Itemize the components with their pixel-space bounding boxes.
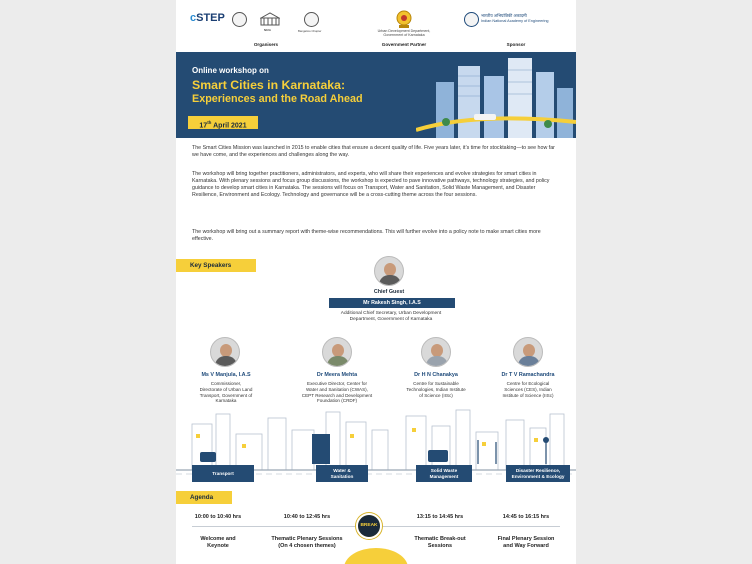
chief-guest-role-line1: Additional Chief Secretary, Urban Development [340, 311, 442, 316]
agenda-time: 13:15 to 14:45 hrs [416, 514, 464, 520]
banner-title-line1: Smart Cities in Karnataka: [192, 78, 346, 92]
organisers-label: Organisers [253, 42, 279, 47]
speaker-photo [210, 337, 240, 367]
bangalore-chapter-label: Bangalore Chapter [298, 29, 322, 33]
niua-label: NIUA [264, 28, 271, 32]
udd-line2: Government of Karnataka [383, 33, 425, 37]
speaker-photo [322, 337, 352, 367]
intro-paragraph-2: The workshop will bring together practitioners, administrators, and experts, who will share their experiences and evolve strategies for smart cities in Karnataka. With plenary sessions and focus group discussions, the workshop is expected to pave innovative pathways, technology strategies, and policy guidance to develop smart cities in Karnataka. The sessions will focus on Transport, Water and Sanitation, Solid Waste Management, and Disaster Resilience, Environment and Ecology. Technology and governance will be a cross-cutting theme across the four sessions. [192, 171, 550, 198]
karnataka-emblem-icon [395, 9, 413, 29]
smart-city-illustration [416, 52, 576, 138]
speaker-photo [421, 337, 451, 367]
break-marker: BREAK [356, 513, 382, 539]
speaker-role: Centre for Sustainable Technologies, Indian Institute of Science (IISc) [406, 381, 466, 398]
agenda-time: 14:45 to 16:15 hrs [502, 514, 550, 520]
key-speakers-heading: Key Speakers [176, 259, 256, 272]
chief-guest-name: Mr Rakesh Singh, I.A.S [329, 298, 455, 308]
speaker-name: Dr H N Chanakya [414, 372, 458, 378]
bottom-accent-arc [344, 548, 408, 564]
banner-intro: Online workshop on [192, 66, 269, 75]
speaker-role: Executive Director, Center for Water and Sanitation (CWAS), CEPT Research and Development Foundation (CRDF) [301, 381, 373, 404]
agenda-session: Thematic Plenary Sessions (On 4 chosen themes) [271, 536, 343, 549]
agenda-heading: Agenda [176, 491, 232, 504]
speaker-photo [513, 337, 543, 367]
chapter-seal-icon [304, 12, 319, 27]
agenda-time: 10:00 to 10:40 hrs [194, 514, 242, 520]
agenda-session: Final Plenary Session and Way Forward [497, 536, 555, 549]
speaker-name: Dr Meera Mehta [316, 372, 358, 378]
chief-guest-photo [374, 256, 404, 286]
agenda-session: Thematic Break-out Sessions [414, 536, 466, 549]
sponsor-label: Sponsor [506, 42, 526, 47]
event-date: 17th April 2021 [188, 116, 258, 129]
iisc-seal-icon [232, 12, 247, 27]
header-banner [176, 52, 576, 138]
theme-transport: Transport [192, 465, 254, 482]
logo-strip [176, 0, 576, 52]
inae-seal-icon [464, 12, 479, 27]
speaker-name: Ms V Manjula, I.A.S [201, 372, 251, 378]
inae-english-name: Indian National Academy of Engineering [481, 19, 549, 23]
government-partner-label: Government Partner [381, 42, 427, 47]
agenda-time: 10:40 to 12:45 hrs [283, 514, 331, 520]
inae-hindi-name: भारतीय अभियांत्रिकी अकादमी [481, 13, 527, 18]
theme-solid-waste: Solid Waste Management [416, 465, 472, 482]
speaker-name: Dr T V Ramachandra [501, 372, 555, 378]
speaker-role: Commissioner, Directorate of Urban Land Transport, Government of Karnataka [199, 381, 253, 404]
intro-paragraph-3: The workshop will bring out a summary report with theme-wise recommendations. This will further evolve into a policy note to make smart cities more effective. [192, 229, 541, 242]
speaker-role: Centre for Ecological Sciences (CES), Indian Institute of Science (IISc) [502, 381, 554, 398]
cstep-logo: cSTEP [190, 12, 225, 24]
chief-guest-label: Chief Guest [373, 289, 405, 295]
chief-guest-role-line2: Department, Government of Karnataka [349, 317, 433, 322]
niua-building-icon [260, 12, 280, 26]
poster-page [176, 0, 576, 564]
theme-disaster-resilience: Disaster Resilience, Environment & Ecology [506, 465, 570, 482]
intro-paragraph-1: The Smart Cities Mission was launched in 2015 to enable cities that ensure a decent quality of life. Five years later, it’s time for stocktaking—to see how far we have come, and the experiences and challenges along the way. [192, 145, 555, 158]
banner-title-line2: Experiences and the Road Ahead [192, 93, 363, 105]
udd-line1: Urban Development Department, [377, 29, 431, 33]
theme-water-sanitation: Water & Sanitation [316, 465, 368, 482]
agenda-session: Welcome and Keynote [200, 536, 236, 549]
